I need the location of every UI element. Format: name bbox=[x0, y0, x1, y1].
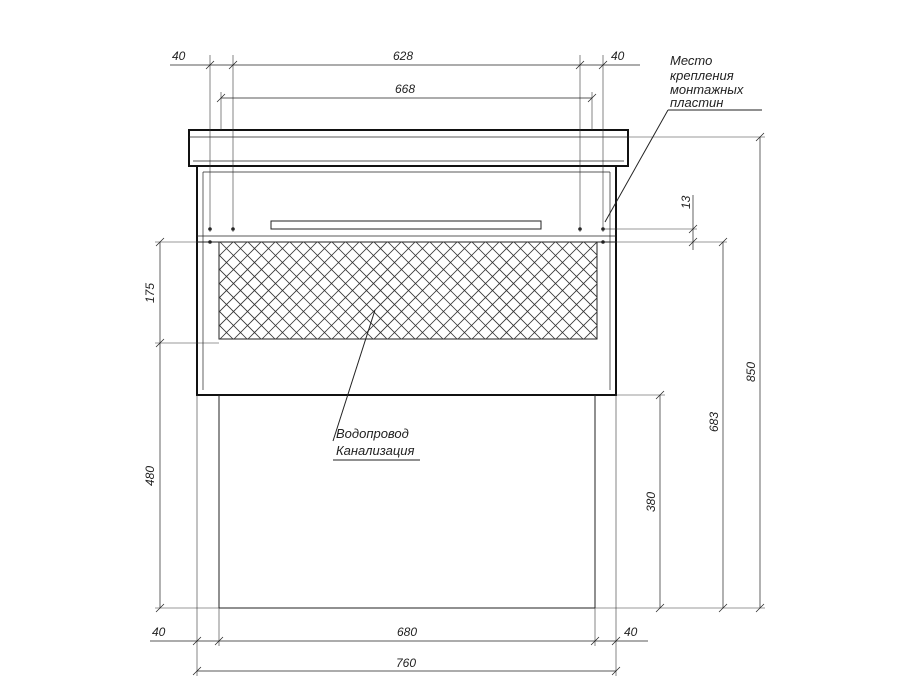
dim-plate: 13 bbox=[679, 195, 693, 209]
extension-lines bbox=[155, 55, 765, 676]
dim-top-right: 40 bbox=[611, 49, 625, 63]
dim-hatch-height: 175 bbox=[143, 282, 157, 303]
countertop bbox=[189, 130, 628, 166]
dim-683: 683 bbox=[707, 411, 721, 432]
label-pipes-line2: Канализация bbox=[336, 443, 415, 458]
label-mount-line3: монтажных bbox=[670, 82, 744, 97]
utility-zone-hatch bbox=[122, 242, 779, 339]
dim-top-left: 40 bbox=[172, 49, 186, 63]
leader-lines bbox=[333, 110, 762, 460]
dim-bottom-left: 40 bbox=[152, 625, 166, 639]
dim-bottom-inner: 680 bbox=[397, 625, 418, 639]
dim-850: 850 bbox=[744, 361, 758, 382]
dimension-lines bbox=[150, 61, 764, 675]
mounting-plate bbox=[271, 221, 541, 229]
cabinet-body bbox=[197, 166, 616, 395]
label-mount-line1: Место bbox=[670, 53, 713, 68]
dim-380: 380 bbox=[644, 491, 658, 512]
label-mount-line2: крепления bbox=[670, 68, 734, 83]
mounting-points bbox=[208, 227, 605, 244]
label-pipes-line1: Водопровод bbox=[336, 426, 409, 441]
dim-bottom-total: 760 bbox=[396, 656, 417, 670]
label-mount-line4: пластин bbox=[670, 95, 724, 110]
dim-lower-left: 480 bbox=[143, 465, 157, 486]
dim-top-inner: 628 bbox=[393, 49, 414, 63]
dim-bottom-right: 40 bbox=[624, 625, 638, 639]
annotation-labels bbox=[336, 53, 744, 458]
dim-top-overall: 668 bbox=[395, 82, 416, 96]
dimension-texts bbox=[143, 49, 758, 670]
